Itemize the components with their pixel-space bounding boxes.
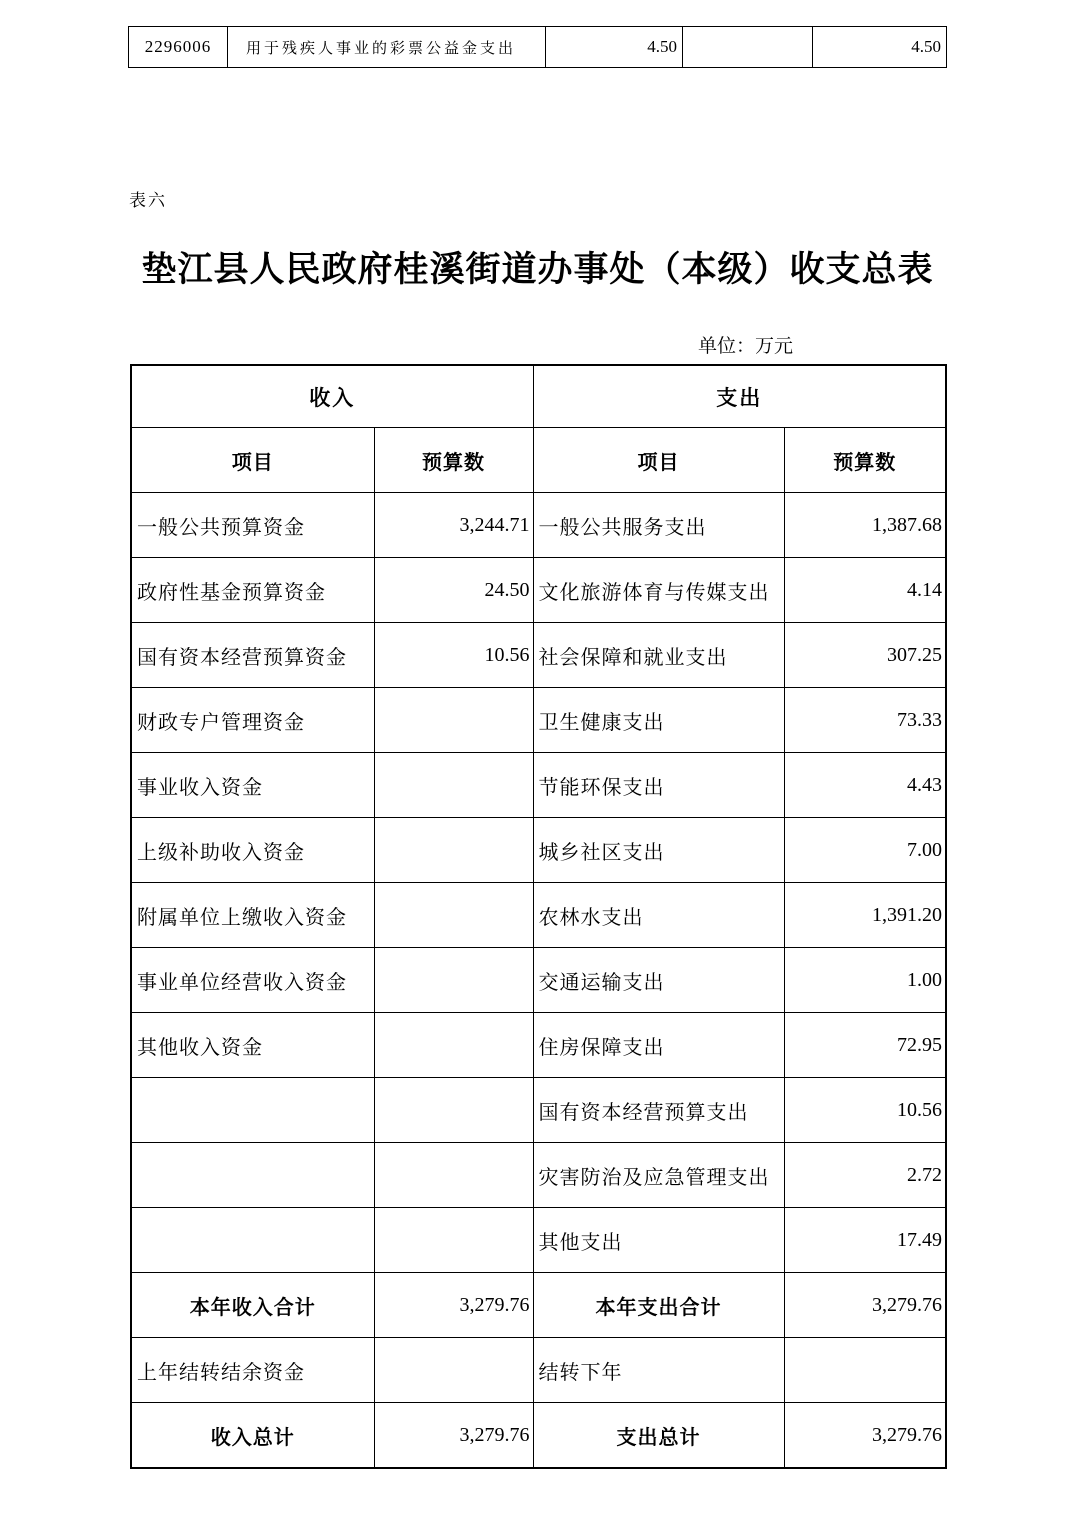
expense-budget-cell: 7.00: [784, 818, 946, 883]
expense-item-cell: 社会保障和就业支出: [533, 623, 784, 688]
income-budget-cell: 3,279.76: [374, 1273, 533, 1338]
income-budget-cell: [374, 818, 533, 883]
expense-budget-cell: 2.72: [784, 1143, 946, 1208]
table-number-label: 表六: [129, 191, 167, 210]
income-budget-cell: [374, 688, 533, 753]
expense-budget-cell: 1.00: [784, 948, 946, 1013]
income-budget-header: 预算数: [374, 428, 533, 493]
income-budget-cell: 3,279.76: [374, 1403, 533, 1469]
expense-item-cell: 节能环保支出: [533, 753, 784, 818]
income-item-cell: [131, 1143, 374, 1208]
summary-row: [131, 753, 946, 818]
expense-budget-cell: 1,387.68: [784, 493, 946, 558]
income-item-cell: 收入总计: [131, 1403, 374, 1469]
income-item-cell: 其他收入资金: [131, 1013, 374, 1078]
expense-item-cell: 一般公共服务支出: [533, 493, 784, 558]
empty-cell: [683, 27, 813, 68]
expense-budget-cell: 17.49: [784, 1208, 946, 1273]
summary-row: [131, 688, 946, 753]
income-item-cell: 附属单位上缴收入资金: [131, 883, 374, 948]
expense-budget-cell: 1,391.20: [784, 883, 946, 948]
income-item-cell: [131, 1208, 374, 1273]
top-table: [128, 26, 947, 68]
expense-item-cell: 城乡社区支出: [533, 818, 784, 883]
expense-item-cell: 支出总计: [533, 1403, 784, 1469]
income-item-cell: 政府性基金预算资金: [131, 558, 374, 623]
summary-row: [131, 1013, 946, 1078]
summary-table: [130, 364, 947, 1469]
expense-budget-cell: 4.43: [784, 753, 946, 818]
unit-note: 单位：万元: [697, 336, 793, 357]
income-budget-cell: [374, 1338, 533, 1403]
income-budget-cell: [374, 1078, 533, 1143]
income-item-cell: 财政专户管理资金: [131, 688, 374, 753]
expense-item-cell: 文化旅游体育与传媒支出: [533, 558, 784, 623]
expense-budget-cell: 3,279.76: [784, 1273, 946, 1338]
summary-row: [131, 623, 946, 688]
income-budget-cell: [374, 753, 533, 818]
income-item-cell: [131, 1078, 374, 1143]
expense-budget-header: 预算数: [784, 428, 946, 493]
budget-item-name-cell: 用于残疾人事业的彩票公益金支出: [228, 27, 546, 68]
expense-item-cell: 本年支出合计: [533, 1273, 784, 1338]
summary-row: [131, 1208, 946, 1273]
income-budget-cell: [374, 948, 533, 1013]
income-budget-cell: 3,244.71: [374, 493, 533, 558]
income-budget-cell: [374, 883, 533, 948]
summary-row: [131, 1143, 946, 1208]
expense-item-cell: 其他支出: [533, 1208, 784, 1273]
expense-budget-cell: 10.56: [784, 1078, 946, 1143]
column-header-row: [131, 428, 946, 493]
income-item-cell: 一般公共预算资金: [131, 493, 374, 558]
budget-amount-cell: 4.50: [546, 27, 683, 68]
income-item-header: 项目: [131, 428, 374, 493]
expense-item-cell: 农林水支出: [533, 883, 784, 948]
expense-item-cell: 住房保障支出: [533, 1013, 784, 1078]
expense-item-header: 项目: [533, 428, 784, 493]
summary-total-row: [131, 1273, 946, 1338]
income-item-cell: 上年结转结余资金: [131, 1338, 374, 1403]
summary-row: [131, 1078, 946, 1143]
total-amount-cell: 4.50: [813, 27, 947, 68]
income-item-cell: 事业单位经营收入资金: [131, 948, 374, 1013]
income-section-header: 收入: [131, 365, 533, 428]
expense-item-cell: 灾害防治及应急管理支出: [533, 1143, 784, 1208]
summary-row: [131, 948, 946, 1013]
income-item-cell: 事业收入资金: [131, 753, 374, 818]
summary-row: [131, 818, 946, 883]
expense-item-cell: 结转下年: [533, 1338, 784, 1403]
income-budget-cell: [374, 1143, 533, 1208]
budget-code-cell: 2296006: [129, 27, 228, 68]
income-budget-cell: [374, 1208, 533, 1273]
income-budget-cell: 24.50: [374, 558, 533, 623]
expense-budget-cell: 3,279.76: [784, 1403, 946, 1469]
income-budget-cell: 10.56: [374, 623, 533, 688]
expense-item-cell: 国有资本经营预算支出: [533, 1078, 784, 1143]
summary-row: [131, 493, 946, 558]
income-budget-cell: [374, 1013, 533, 1078]
summary-total-row: [131, 1403, 946, 1469]
expense-item-cell: 交通运输支出: [533, 948, 784, 1013]
expense-budget-cell: 307.25: [784, 623, 946, 688]
summary-row: [131, 883, 946, 948]
income-item-cell: 国有资本经营预算资金: [131, 623, 374, 688]
expense-budget-cell: 4.14: [784, 558, 946, 623]
income-item-cell: 本年收入合计: [131, 1273, 374, 1338]
page-title: 垫江县人民政府桂溪街道办事处（本级）收支总表: [141, 250, 934, 289]
expense-section-header: 支出: [533, 365, 946, 428]
expense-budget-cell: 72.95: [784, 1013, 946, 1078]
expense-budget-cell: 73.33: [784, 688, 946, 753]
summary-row: [131, 1338, 946, 1403]
expense-item-cell: 卫生健康支出: [533, 688, 784, 753]
expense-budget-cell: [784, 1338, 946, 1403]
income-item-cell: 上级补助收入资金: [131, 818, 374, 883]
section-header-row: [131, 365, 946, 428]
summary-row: [131, 558, 946, 623]
top-table-row: [129, 27, 947, 68]
